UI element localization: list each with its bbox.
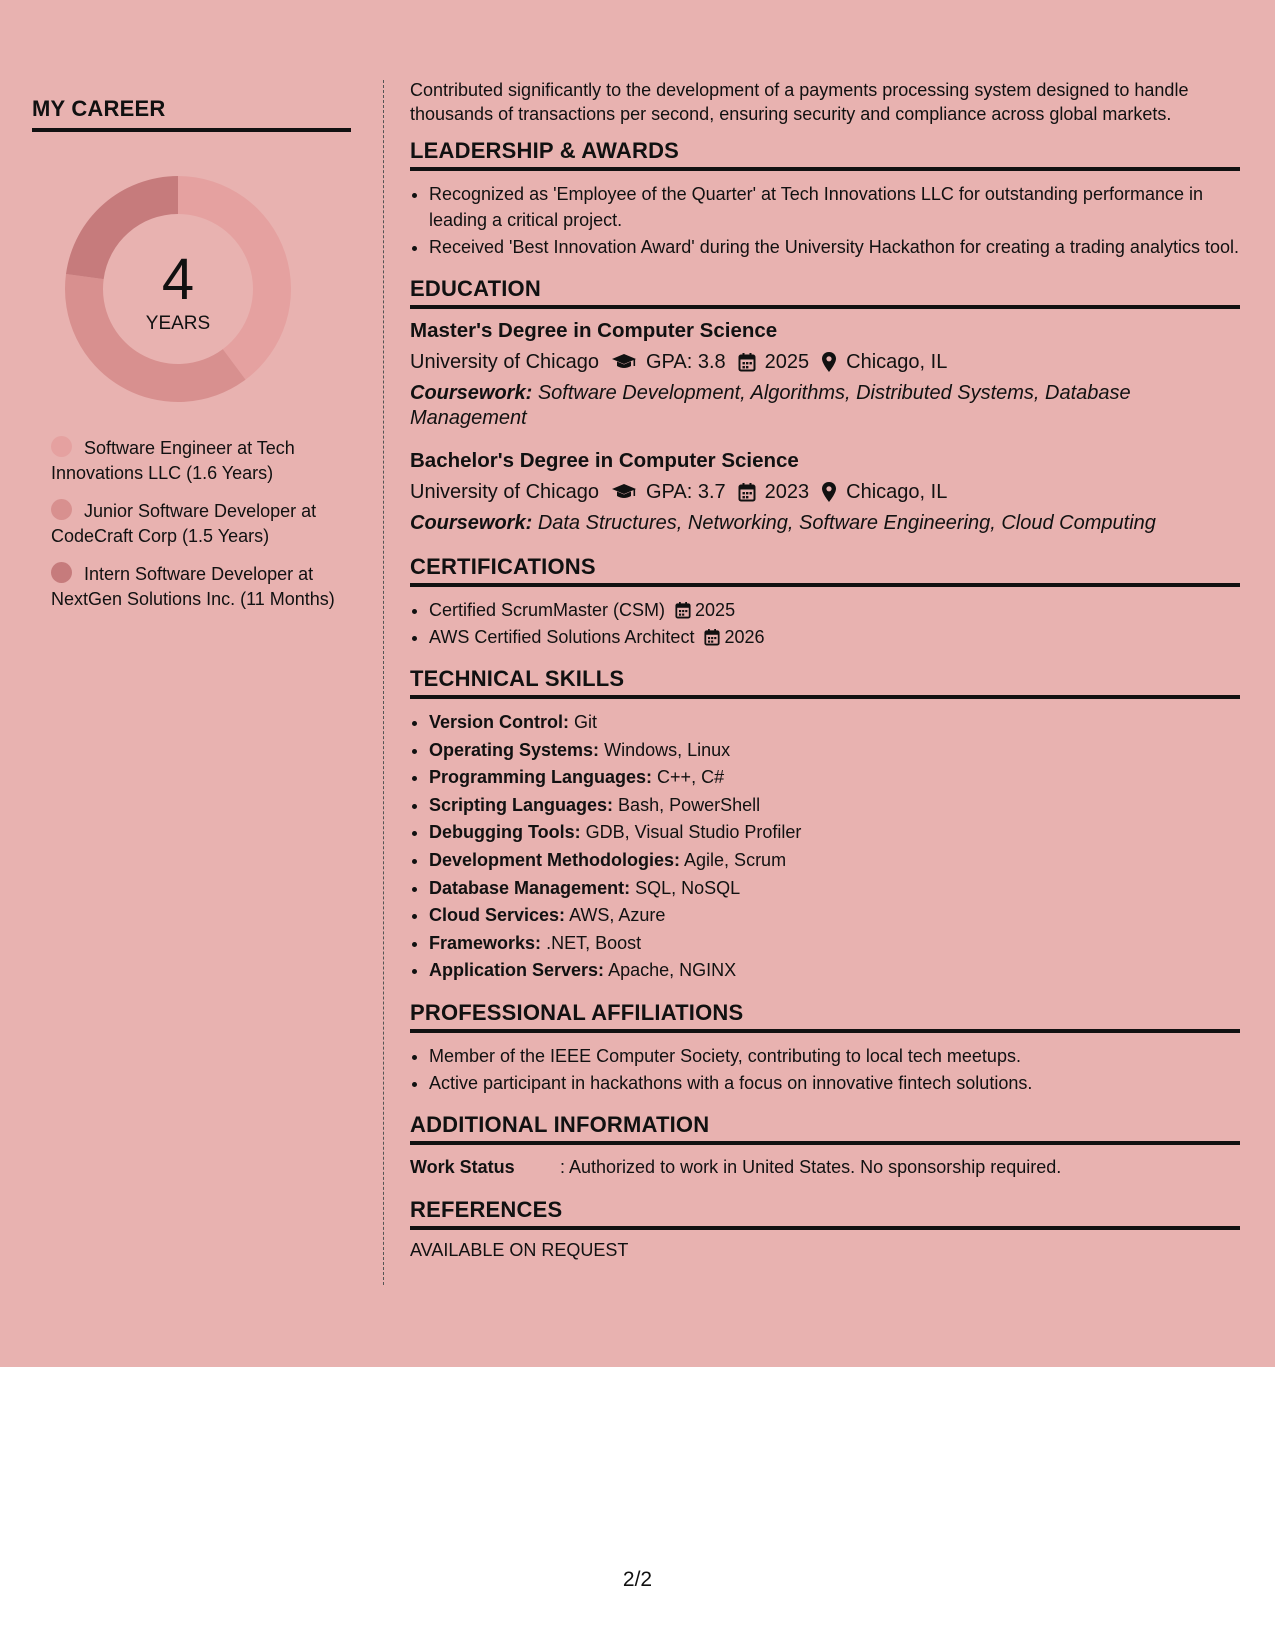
location-pin-icon	[821, 481, 837, 503]
certification-year: 2026	[724, 627, 765, 647]
skill-label: Operating Systems:	[429, 739, 600, 760]
education-heading: EDUCATION	[410, 276, 1240, 309]
skill-item	[429, 847, 1240, 874]
work-status-value: : Authorized to work in United States. No sponsorship required.	[560, 1156, 1062, 1177]
school-name: University of Chicago	[410, 481, 599, 503]
skill-item	[429, 875, 1240, 902]
skill-value: Bash, PowerShell	[618, 794, 761, 815]
graduation-cap-icon	[611, 482, 637, 502]
coursework	[410, 381, 1240, 431]
legend-item	[51, 562, 341, 612]
career-legend	[51, 436, 341, 612]
graduation-year: 2023	[764, 481, 810, 503]
legend-item	[51, 436, 341, 486]
calendar-icon	[738, 352, 756, 372]
skill-item	[429, 737, 1240, 764]
technical-skills-list	[410, 709, 1240, 984]
skill-label: Database Management:	[429, 877, 631, 898]
calendar-icon	[704, 628, 720, 646]
list-item	[429, 597, 1240, 623]
graduation-cap-icon	[611, 352, 637, 372]
page-number: 2/2	[622, 1568, 653, 1591]
degree-title: Bachelor's Degree in Computer Science	[410, 449, 799, 472]
certification-name: Certified ScrumMaster (CSM)	[429, 600, 666, 620]
legend-item	[51, 499, 341, 549]
donut-center	[63, 174, 293, 404]
skill-value: Git	[574, 712, 598, 732]
skill-label: Development Methodologies:	[429, 849, 681, 870]
certification-year: 2025	[695, 600, 736, 620]
location-pin-icon	[821, 351, 837, 373]
leadership-heading: LEADERSHIP & AWARDS	[410, 138, 1240, 171]
education-meta	[410, 479, 1240, 505]
coursework-label: Coursework:	[410, 512, 533, 534]
references-heading: REFERENCES	[410, 1197, 1240, 1230]
skill-label: Cloud Services:	[429, 905, 566, 926]
affiliations-heading: PROFESSIONAL AFFILIATIONS	[410, 1000, 1240, 1033]
degree-title: Master's Degree in Computer Science	[410, 319, 778, 342]
skill-value: GDB, Visual Studio Profiler	[585, 822, 802, 843]
skill-item	[429, 792, 1240, 819]
list-item: • Recognized as 'Employee of the Quarter' at Tech Innovations LLC for outstanding performance in leading a critical project.	[429, 181, 1240, 233]
skill-value: Windows, Linux	[604, 739, 731, 760]
main-content	[410, 78, 1240, 1261]
references-text: AVAILABLE ON REQUEST	[410, 1239, 629, 1260]
calendar-icon	[738, 482, 756, 502]
list-item: • Active participant in hackathons with a focus on innovative fintech solutions.	[429, 1070, 1240, 1096]
skill-value: SQL, NoSQL	[635, 877, 741, 898]
legend-swatch	[51, 499, 72, 520]
coursework	[410, 511, 1240, 536]
skill-item	[429, 709, 1240, 736]
skill-label: Scripting Languages:	[429, 794, 614, 815]
coursework-list: Software Development, Algorithms, Distributed Systems, Database Management	[410, 382, 1131, 429]
experience-continuation: Contributed significantly to the development of a payments processing system designed to handle thousands of transactions per second, ensuring security and compliance across global markets.	[410, 80, 1189, 124]
list-item: • Received 'Best Innovation Award' during the University Hackathon for creating a trading analytics tool.	[429, 234, 1240, 260]
education-location: Chicago, IL	[846, 481, 948, 503]
career-title: MY CAREER	[32, 96, 351, 132]
career-panel	[32, 96, 351, 625]
coursework-label: Coursework:	[410, 382, 533, 404]
skill-label: Version Control:	[429, 712, 570, 732]
certifications-heading: CERTIFICATIONS	[410, 554, 1240, 587]
gpa-value: GPA: 3.8	[645, 351, 726, 373]
certifications-list	[410, 597, 1240, 650]
skill-value: C++, C#	[657, 767, 725, 788]
skill-item	[429, 930, 1240, 957]
education-entry	[410, 449, 1240, 536]
column-divider	[383, 80, 384, 1285]
work-status-label: Work Status	[410, 1156, 515, 1177]
total-years-unit: YEARS	[145, 313, 211, 334]
education-meta	[410, 349, 1240, 375]
total-years-value: 4	[161, 247, 195, 312]
skill-label: Programming Languages:	[429, 767, 653, 788]
education-location: Chicago, IL	[846, 351, 948, 373]
calendar-icon	[675, 601, 691, 619]
leadership-list	[410, 181, 1240, 260]
gpa-value: GPA: 3.7	[645, 481, 726, 503]
list-item: • Member of the IEEE Computer Society, contributing to local tech meetups.	[429, 1043, 1240, 1069]
skill-value: Agile, Scrum	[684, 849, 787, 870]
technical-skills-heading: TECHNICAL SKILLS	[410, 666, 1240, 699]
skill-item	[429, 902, 1240, 929]
education-entry	[410, 319, 1240, 431]
certification-name: AWS Certified Solutions Architect	[429, 627, 695, 647]
skill-label: Frameworks:	[429, 932, 542, 953]
affiliations-list	[410, 1043, 1240, 1096]
skill-item	[429, 819, 1240, 846]
school-name: University of Chicago	[410, 351, 599, 373]
list-item	[429, 624, 1240, 650]
legend-swatch	[51, 562, 72, 583]
skill-value: Apache, NGINX	[608, 960, 737, 981]
skill-item	[429, 764, 1240, 791]
legend-swatch	[51, 436, 72, 457]
skill-value: .NET, Boost	[546, 932, 642, 953]
skill-value: AWS, Azure	[569, 905, 666, 926]
skill-label: Debugging Tools:	[429, 822, 581, 843]
legend-label: Software Engineer at Tech Innovations LLC (1.6 Years)	[51, 438, 295, 483]
legend-label: Junior Software Developer at CodeCraft Corp (1.5 Years)	[51, 501, 317, 546]
additional-info-heading: ADDITIONAL INFORMATION	[410, 1112, 1240, 1145]
skill-label: Application Servers:	[429, 960, 605, 981]
work-status-row	[410, 1155, 1240, 1179]
legend-label: Intern Software Developer at NextGen Solutions Inc. (11 Months)	[51, 564, 335, 609]
graduation-year: 2025	[764, 351, 810, 373]
career-donut-chart	[63, 174, 293, 404]
skill-item	[429, 957, 1240, 984]
coursework-list: Data Structures, Networking, Software Engineering, Cloud Computing	[537, 512, 1156, 534]
